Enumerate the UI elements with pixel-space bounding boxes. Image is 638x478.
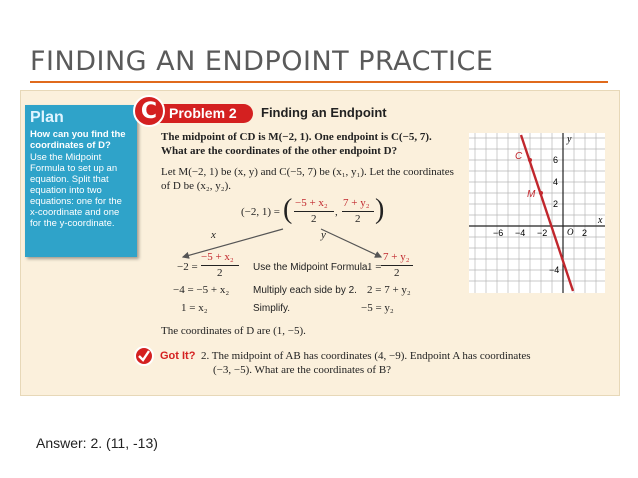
point-m-dot (539, 191, 543, 195)
reason-3: Simplify. (253, 303, 291, 314)
point-c-label: C (515, 151, 523, 162)
problem-label: Problem 2 (157, 104, 253, 123)
y-axis-label: y (567, 134, 572, 145)
title-underline (30, 81, 608, 83)
right-step-1: 1 = (367, 261, 382, 273)
x-tick-2: 2 (582, 228, 588, 238)
y-tick-2: 2 (553, 199, 559, 209)
problem-title: Finding an Endpoint (261, 105, 387, 120)
checkmark-icon (134, 346, 154, 366)
left-step-2: −4 = −5 + x₂ (173, 284, 230, 296)
x-tick-neg2: −2 (537, 228, 548, 238)
point-m-label: M (527, 189, 536, 200)
formula-close-paren: ) (375, 194, 385, 225)
got-it-line-1: 2. The midpoint of AB has coordinates (4, −9). Endpoint A has coordinates (201, 350, 531, 362)
left-step-1: −2 = (177, 261, 198, 273)
slide-title: FINDING AN ENDPOINT PRACTICE (30, 46, 494, 77)
right-frac-num: 7 + y₂ (383, 251, 410, 263)
formula-open-paren: ( (283, 194, 293, 225)
got-it-label: Got It? (160, 350, 196, 362)
got-it-line-2: (−3, −5). What are the coordinates of B? (213, 364, 392, 376)
y-tick-6: 6 (553, 155, 559, 165)
coordinate-graph (469, 133, 605, 293)
right-frac-bar (381, 265, 413, 266)
branch-x-label: x (211, 229, 216, 241)
x-tick-neg4: −4 (515, 228, 526, 238)
formula-num-x: −5 + x₂ (295, 197, 328, 209)
left-frac-den: 2 (217, 267, 223, 279)
formula-den-y: 2 (355, 213, 361, 225)
right-step-2: 2 = 7 + y₂ (367, 284, 411, 296)
left-step-3: 1 = x₂ (181, 302, 208, 314)
left-frac-bar (201, 265, 239, 266)
origin-label: O (567, 227, 574, 237)
statement-line-2: What are the coordinates of the other endpoint D? (161, 145, 398, 157)
answer-text: Answer: 2. (11, -13) (36, 435, 158, 451)
formula-comma: , (335, 206, 338, 218)
statement-line-1: The midpoint of CD is M(−2, 1). One endpoint is C(−5, 7). (161, 131, 432, 143)
formula-num-y: 7 + y₂ (343, 197, 370, 209)
graph-background (469, 133, 605, 293)
reason-1: Use the Midpoint Formula. (253, 262, 371, 273)
plan-answer: Use the Midpoint Formula to set up an equation. Split that equation into two equations: one for the x-coordinate and one for the y-coordinate. (30, 152, 122, 229)
point-c-dot (528, 158, 532, 162)
y-tick-4: 4 (553, 177, 559, 187)
y-tick-neg4: −4 (549, 265, 560, 275)
left-frac-num: −5 + x₂ (201, 251, 234, 263)
let-line-2: of D be (x₂, y₂). (161, 180, 231, 192)
conclusion: The coordinates of D are (1, −5). (161, 325, 306, 337)
right-frac-den: 2 (394, 267, 400, 279)
let-line-1: Let M(−2, 1) be (x, y) and C(−5, 7) be (x₁, y₁). Let the coordinates (161, 166, 454, 178)
plan-question: How can you find the coordinates of D? (30, 129, 126, 151)
x-axis-label: x (598, 215, 603, 226)
branch-y-label: y (321, 229, 326, 241)
x-tick-neg6: −6 (493, 228, 504, 238)
formula-lhs: (−2, 1) = (241, 206, 280, 218)
problem-badge-icon: C (133, 95, 165, 127)
formula-den-x: 2 (311, 213, 317, 225)
reason-2: Multiply each side by 2. (253, 285, 357, 296)
textbook-image (20, 90, 620, 396)
right-step-3: −5 = y₂ (361, 302, 394, 314)
plan-heading: Plan (30, 109, 64, 126)
